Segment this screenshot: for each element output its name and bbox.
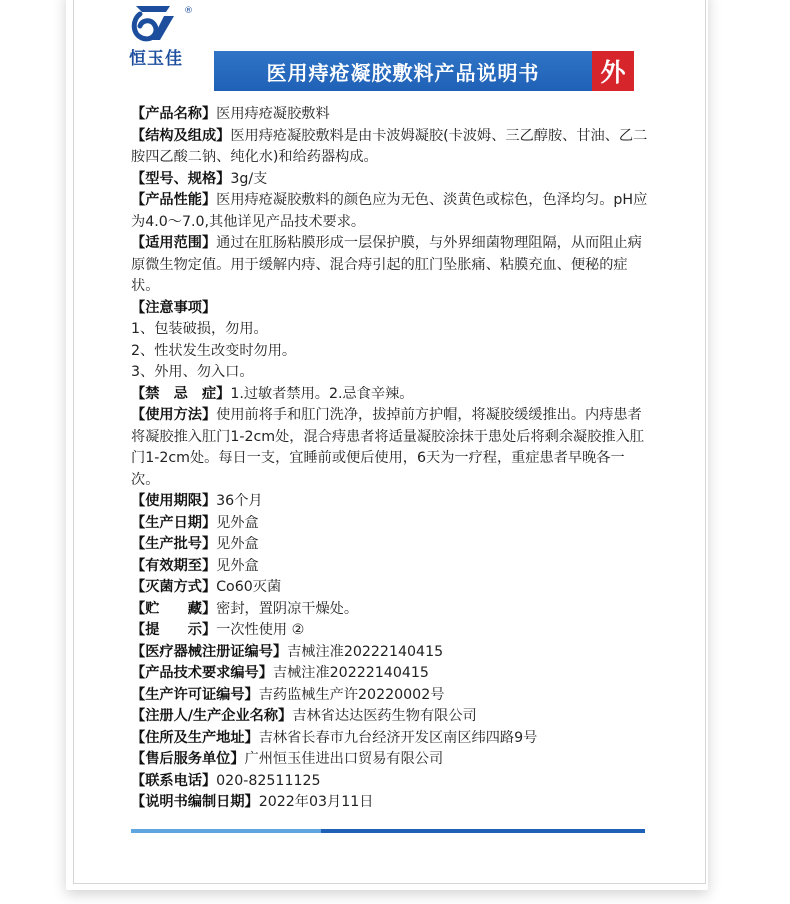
section-text: 见外盒 [216,536,259,552]
section-text: 医用痔疮凝胶敷料是由卡波姆凝胶(卡波姆、三乙醇胺、甘油、乙二胺四乙酸二钠、纯化水)和给药器构成。 [131,127,648,165]
section-text: 医用痔疮凝胶敷料的颜色应为无色、淡黄色或棕色，色泽均匀。pH应为4.0～7.0,其他详见产品技术要求。 [131,192,648,230]
section-label: 【使用期限】 [131,493,217,509]
section-row [131,319,651,341]
brand-name: 恒玉佳 [129,49,183,69]
section-row [131,749,651,771]
section-label: 【型号、规格】 [131,170,231,187]
section-row [131,126,651,169]
section-label: 【产品名称】 [131,106,217,122]
section-text: 020-82511125 [216,772,321,789]
section-text: 3g/支 [230,170,268,187]
section-text: 吉械注准20222140415 [272,665,429,681]
section-label: 【禁 忌 症】 [131,385,231,402]
section-row [131,104,651,126]
section-text: 见外盒 [216,557,259,574]
section-label: 【生产日期】 [131,514,217,531]
document-title: 医用痔疮凝胶敷料产品说明书 [214,51,592,91]
brand-logo [108,2,200,69]
section-text: 1、包装破损，勿用。 [131,321,268,337]
section-row [131,384,651,406]
section-row [131,341,651,363]
section-row [131,190,651,233]
section-row [131,706,651,728]
section-text: 3、外用、勿入口。 [131,364,254,380]
section-row [131,298,651,320]
section-row [131,771,651,793]
bottom-divider-accent [131,829,321,833]
section-text: 见外盒 [216,514,259,531]
section-label: 【有效期至】 [131,557,217,574]
section-row [131,642,651,664]
section-label: 【生产批号】 [131,536,217,552]
section-row [131,685,651,707]
section-row [131,362,651,384]
section-label: 【灭菌方式】 [131,579,217,595]
section-label: 【说明书编制日期】 [131,794,259,810]
section-text: 吉药监械生产许20220002号 [258,686,445,703]
section-text: Co60灭菌 [216,579,282,595]
section-row [131,556,651,578]
section-row [131,169,651,191]
section-text: 密封，置阴凉干燥处。 [216,600,359,617]
section-text: 使用前将手和肛门洗净，拔掉前方护帽，将凝胶缓缓推出。内痔患者将凝胶推入肛门1-2cm处，混合痔患者将适量凝胶涂抹于患处后将剩余凝胶推入肛门1-2cm处。每日一支，宜睡前或便后使用，6天为一疗程，重症患者早晚各一次。 [131,407,644,488]
section-row [131,233,651,298]
section-label: 【产品技术要求编号】 [131,665,273,681]
section-row [131,534,651,556]
section-label: 【生产许可证编号】 [131,686,259,703]
section-label: 【医疗器械注册证编号】 [131,643,288,660]
section-text: 医用痔疮凝胶敷料 [216,106,330,122]
section-row [131,728,651,750]
section-row [131,663,651,685]
section-label: 【适用范围】 [131,235,217,251]
section-text: 吉械注准20222140415 [287,643,444,660]
section-text: 1.过敏者禁用。2.忌食辛辣。 [230,385,414,402]
section-label: 【注册人/生产企业名称】 [131,708,293,724]
section-text: 吉林省达达医药生物有限公司 [292,708,477,724]
section-text: 吉林省长春市九台经济开发区南区纬四路9号 [258,729,538,746]
section-text: 2、性状发生改变时勿用。 [131,342,297,359]
external-use-tag: 外 [592,51,634,91]
section-row [131,599,651,621]
section-row [131,491,651,513]
logo-mark-icon [126,2,180,42]
section-text: 广州恒玉佳进出口贸易有限公司 [244,751,444,767]
section-row [131,620,651,642]
section-label: 【注意事项】 [131,299,217,316]
instruction-content [131,104,651,814]
section-row [131,792,651,814]
registered-mark: ® [184,6,193,16]
section-label: 【住所及生产地址】 [131,729,259,746]
section-label: 【贮 藏】 [131,600,217,617]
section-label: 【结构及组成】 [131,127,231,144]
section-label: 【产品性能】 [131,192,217,208]
section-row [131,405,651,491]
section-text: 36个月 [216,493,263,509]
section-text: 一次性使用 ② [216,622,305,638]
section-text: 2022年03月11日 [258,794,374,810]
section-row [131,513,651,535]
section-label: 【使用方法】 [131,407,217,423]
section-label: 【联系电话】 [131,772,217,789]
section-row [131,577,651,599]
section-label: 【售后服务单位】 [131,751,245,767]
section-text: 通过在肛肠粘膜形成一层保护膜，与外界细菌物理阻隔，从而阻止病原微生物定值。用于缓解内痔、混合痔引起的肛门坠胀痛、粘膜充血、便秘的症状。 [131,235,642,294]
section-label: 【提 示】 [131,622,217,638]
